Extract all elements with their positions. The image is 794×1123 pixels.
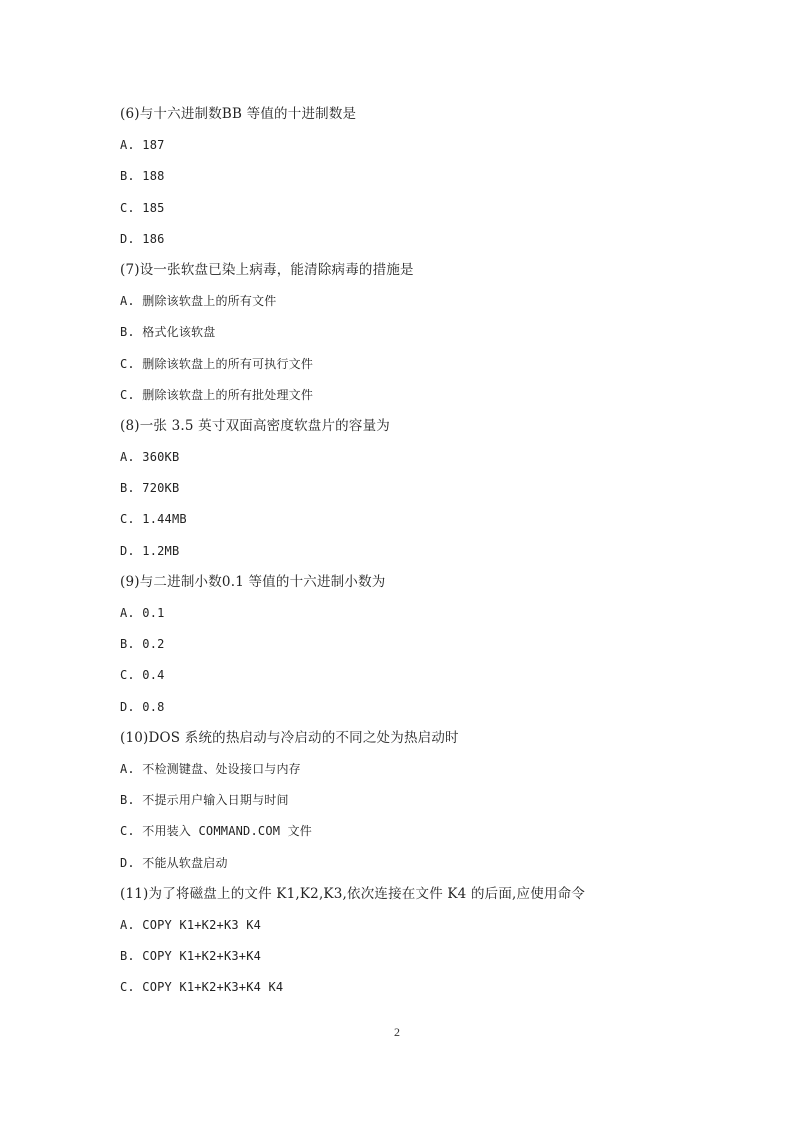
page-number: 2: [394, 1025, 400, 1039]
question-text: (10)DOS 系统的热启动与冷启动的不同之处为热启动时: [120, 729, 459, 746]
answer-option: C. 1.44MB: [120, 512, 187, 527]
question-text: (7)设一张软盘已染上病毒，能清除病毒的措施是: [120, 261, 414, 278]
answer-option: C. 不用装入 COMMAND.COM 文件: [120, 824, 312, 839]
answer-option: A. 0.1: [120, 606, 165, 620]
answer-option: B. 0.2: [120, 637, 165, 652]
answer-option: A. 187: [120, 138, 165, 153]
answer-option: D. 不能从软盘启动: [120, 855, 228, 870]
answer-option: B. 720KB: [120, 481, 180, 496]
question-text: (11)为了将磁盘上的文件 K1,K2,K3,依次连接在文件 K4 的后面,应使用命令: [120, 885, 586, 902]
question-text: (8)一张 3.5 英寸双面高密度软盘片的容量为: [120, 417, 390, 434]
answer-option: C. 185: [120, 200, 165, 215]
answer-option: C. 0.4: [120, 668, 165, 683]
answer-option: A. 360KB: [120, 450, 180, 465]
answer-option: C. COPY K1+K2+K3+K4 K4: [120, 980, 284, 995]
answer-option: D. 0.8: [120, 699, 165, 714]
answer-option: B. 不提示用户输入日期与时间: [120, 793, 289, 808]
question-text: (9)与二进制小数0.1 等值的十六进制小数为: [120, 573, 386, 590]
answer-option: D. 1.2MB: [120, 543, 180, 558]
answer-option: A. 不检测键盘、处设接口与内存: [120, 761, 301, 776]
answer-option: B. 格式化该软盘: [120, 325, 216, 340]
answer-option: B. 188: [120, 169, 165, 184]
answer-option: C. 删除该软盘上的所有可执行文件: [120, 356, 314, 371]
answer-option: D. 186: [120, 231, 165, 246]
answer-option: A. COPY K1+K2+K3 K4: [120, 917, 262, 932]
question-list: [120, 104, 720, 1008]
answer-option: C. 删除该软盘上的所有批处理文件: [120, 387, 314, 402]
answer-option: A. 删除该软盘上的所有文件: [120, 294, 277, 309]
answer-option: B. COPY K1+K2+K3+K4: [120, 949, 262, 964]
question-text: (6)与十六进制数BB 等值的十进制数是: [120, 106, 357, 122]
